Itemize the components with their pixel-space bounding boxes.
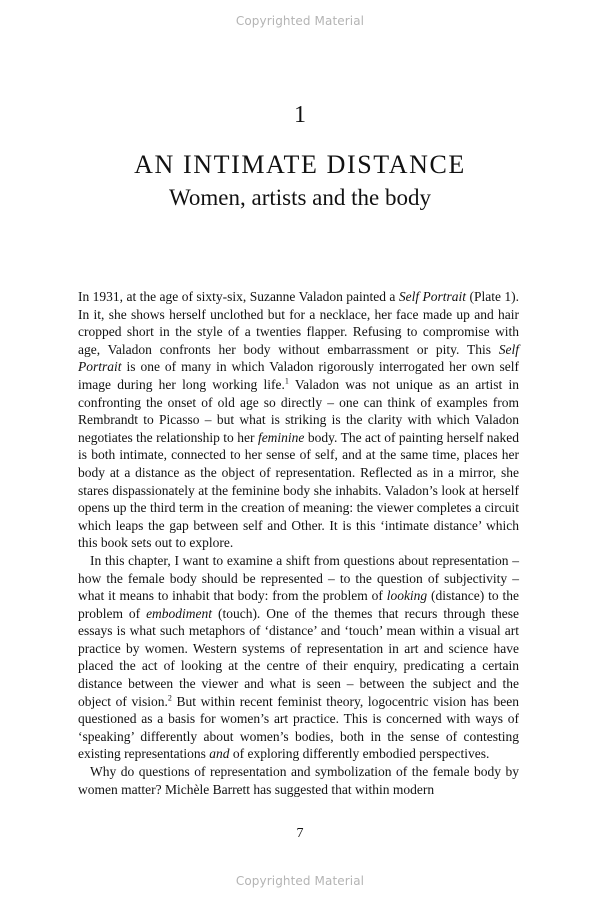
paragraph-text: In this chapter, I want to examine a shift from questions about representation – how the female body should be represented – to the question of subjectivity – what it means to inhabit that body: from the problem of xyxy=(78,552,519,604)
footnote-marker: 1 xyxy=(284,376,289,386)
paragraph-text: Why do questions of representation and symbolization of the female body by women matter? Michèle Barrett has suggested that within modern xyxy=(78,764,519,797)
chapter-number: 1 xyxy=(294,102,306,128)
body-paragraph xyxy=(78,763,519,798)
chapter-subtitle: Women, artists and the body xyxy=(169,185,431,210)
italic-text: Self Portrait xyxy=(78,341,519,375)
italic-text: embodiment xyxy=(146,605,213,621)
body-paragraph xyxy=(78,288,519,552)
paragraph-text: In 1931, at the age of sixty-six, Suzanne Valadon painted a xyxy=(78,289,399,304)
paragraph-text: But within recent feminist theory, logocentric vision has been questioned as a basis for women’s art practice. This is concerned with ways of ‘speaking’ differently about women’s bodies, both in the sense of contesting existing representations xyxy=(78,693,519,762)
paragraph-text: (distance) to the problem of xyxy=(78,588,519,621)
paragraph-text: body. The act of painting herself naked is both intimate, connected to her sense of self, and at the same time, places her body at a distance as the object of representation. Reflected as in a mirror, she stares dispassionately at the feminine body she inhabits. Valadon’s look at herself opens up the third term in the creation of meaning: the viewer completes a circuit which leaps the gap between self and Other. It is this ‘intimate distance’ which this book sets out to explore. xyxy=(78,429,519,551)
paragraph-text: (Plate 1). In it, she shows herself unclothed but for a necklace, her face made up and hair cropped short in the style of a twenties flapper. Refusing to compromise with age, Valadon confronts her body without embarrassment or pity. This xyxy=(78,289,520,357)
body-paragraph xyxy=(78,552,519,763)
copyright-watermark-bottom: Copyrighted Material xyxy=(235,874,365,888)
chapter-title: AN INTIMATE DISTANCE xyxy=(134,150,466,179)
italic-text: and xyxy=(209,746,230,762)
italic-text: Self Portrait xyxy=(398,289,467,304)
chapter-body-text xyxy=(78,288,519,798)
italic-text: looking xyxy=(386,588,428,604)
footnote-marker: 2 xyxy=(167,693,172,703)
paragraph-text: is one of many in which Valadon rigorously interrogated her own self image during her long working life. xyxy=(78,359,519,392)
page-number: 7 xyxy=(296,826,304,841)
italic-text: feminine xyxy=(257,429,305,445)
copyright-watermark-top: Copyrighted Material xyxy=(235,14,365,28)
paragraph-text: of exploring differently embodied perspectives. xyxy=(229,746,490,762)
paragraph-text: (touch). One of the themes that recurs through these essays is what such metaphors of ‘distance’ and ‘touch’ mean within a visual art practice by women. Western systems of representation in art and science have placed the act of looking at the centre of their enquiry, predicating a certain distance between the viewer and what is seen – between the subject and the object of vision. xyxy=(78,605,519,709)
paragraph-text: Valadon was not unique as an artist in confronting the onset of old age so directly – one can think of examples from Rembrandt to Picasso – but what is striking is the clarity with which Valadon negotiates the relationship to her xyxy=(78,376,519,445)
